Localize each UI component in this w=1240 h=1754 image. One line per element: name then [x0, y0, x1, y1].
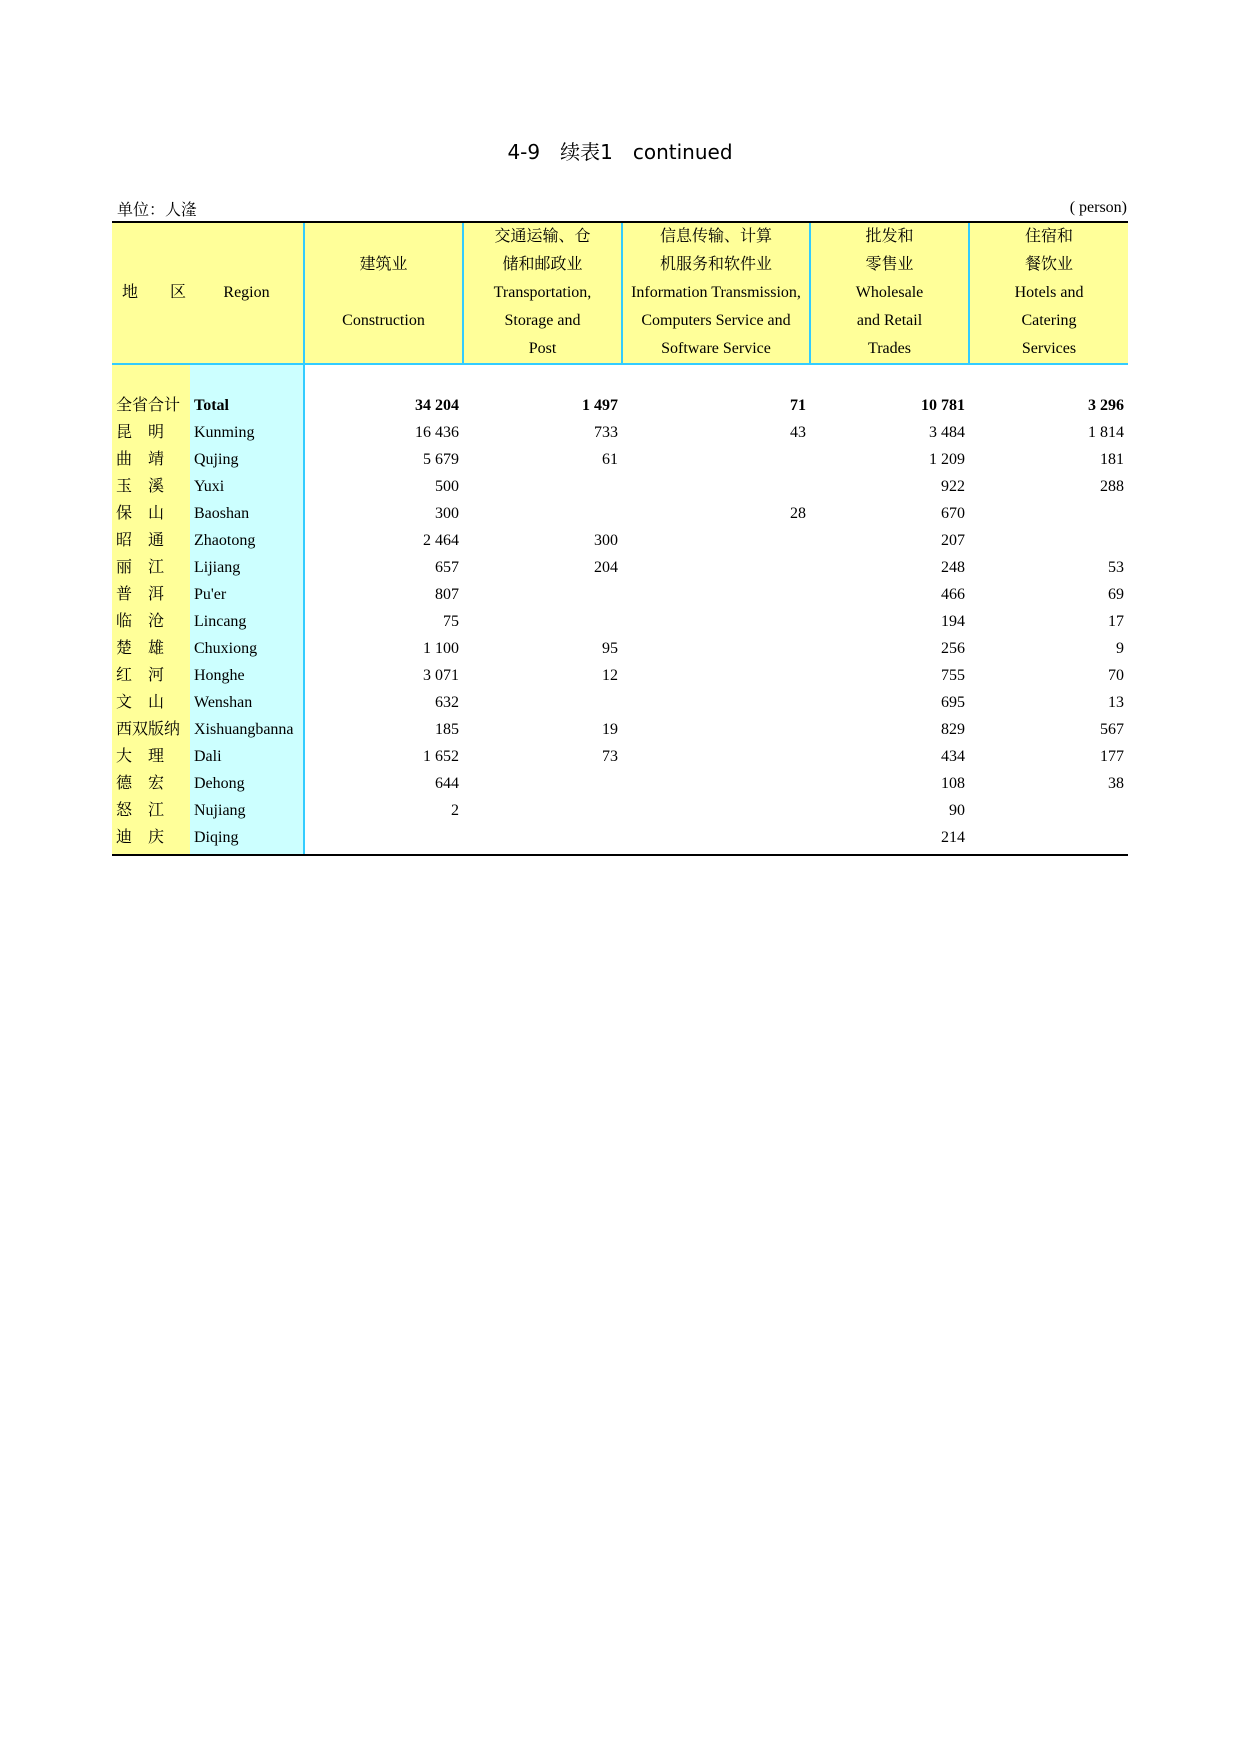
column-header-en: Trades — [868, 340, 911, 357]
value-cell: 38 — [1108, 775, 1124, 792]
value-cell: 695 — [941, 694, 965, 711]
value-cell — [622, 662, 810, 689]
table-row — [112, 797, 1128, 824]
column-header-information — [622, 222, 810, 364]
region-name-en: Dehong — [190, 770, 304, 797]
region-name-en: Lijiang — [190, 554, 304, 581]
value-cell: 207 — [941, 532, 965, 549]
value-cell — [622, 797, 810, 824]
column-header-transport — [463, 222, 622, 364]
column-header-en: Transportation, — [493, 284, 592, 301]
column-header-en: Software Service — [661, 340, 771, 357]
value-cell — [969, 527, 1128, 554]
value-cell: 829 — [941, 721, 965, 738]
table-title — [0, 136, 1240, 165]
region-name-en: Yuxi — [190, 473, 304, 500]
table-row — [112, 500, 1128, 527]
region-name-cn: 德 宏 — [112, 770, 190, 797]
column-header-wholesale — [810, 222, 969, 364]
value-cell: 194 — [941, 613, 965, 630]
region-name-en: Zhaotong — [190, 527, 304, 554]
value-cell: 733 — [594, 424, 618, 441]
value-cell: 2 — [304, 797, 463, 824]
region-name-cn: 丽 江 — [112, 554, 190, 581]
value-cell: 214 — [810, 824, 969, 855]
region-name-cn: 楚 雄 — [112, 635, 190, 662]
region-name-en: Wenshan — [190, 689, 304, 716]
value-cell — [463, 473, 622, 500]
column-header-cn: 建筑业 — [359, 256, 408, 273]
value-cell: 567 — [1100, 721, 1124, 738]
table-row — [112, 824, 1128, 855]
region-name-en: Pu'er — [190, 581, 304, 608]
value-cell: 657 — [304, 554, 463, 581]
region-name-cn: 怒 江 — [112, 797, 190, 824]
region-name-cn: 普 洱 — [112, 581, 190, 608]
column-header-cn: 机服务和软件业 — [659, 256, 772, 273]
value-cell: 12 — [602, 667, 618, 684]
value-cell — [463, 797, 622, 824]
region-name-cn: 文 山 — [112, 689, 190, 716]
value-cell — [622, 608, 810, 635]
column-header-en: Wholesale — [855, 284, 924, 301]
value-cell: 185 — [304, 716, 463, 743]
column-header-cn: 储和邮政业 — [502, 256, 583, 273]
column-header-en: Storage and — [504, 312, 581, 329]
value-cell: 16 436 — [304, 419, 463, 446]
column-header-en: Post — [528, 340, 557, 357]
value-cell — [969, 797, 1128, 824]
value-cell: 19 — [602, 721, 618, 738]
value-cell: 3 296 — [1088, 397, 1124, 414]
region-name-cn: 全省合计 — [112, 392, 190, 419]
value-cell — [463, 581, 622, 608]
value-cell: 70 — [1108, 667, 1124, 684]
value-cell: 500 — [304, 473, 463, 500]
value-cell: 1 209 — [929, 451, 965, 468]
column-header-cn: 批发和 — [865, 228, 914, 245]
value-cell — [622, 824, 810, 855]
value-cell — [463, 500, 622, 527]
value-cell: 73 — [602, 748, 618, 765]
column-header-en: Hotels and — [1014, 284, 1084, 301]
value-cell: 10 781 — [921, 397, 965, 414]
value-cell: 17 — [1108, 613, 1124, 630]
region-name-cn: 西双版纳 — [112, 716, 190, 743]
value-cell: 69 — [1108, 586, 1124, 603]
value-cell — [622, 446, 810, 473]
column-header-en: Services — [1021, 340, 1077, 357]
value-cell: 28 — [790, 505, 806, 522]
value-cell: 670 — [941, 505, 965, 522]
value-cell: 181 — [1100, 451, 1124, 468]
region-name-en: Nujiang — [190, 797, 304, 824]
value-cell: 807 — [304, 581, 463, 608]
value-cell: 288 — [1100, 478, 1124, 495]
region-header-en: Region — [190, 222, 304, 364]
value-cell: 248 — [941, 559, 965, 576]
value-cell: 300 — [594, 532, 618, 549]
table-row — [112, 662, 1128, 689]
value-cell — [622, 635, 810, 662]
table-row — [112, 689, 1128, 716]
value-cell — [463, 608, 622, 635]
value-cell: 632 — [304, 689, 463, 716]
value-cell — [969, 824, 1128, 855]
value-cell: 300 — [304, 500, 463, 527]
table-row — [112, 527, 1128, 554]
value-cell — [622, 689, 810, 716]
column-header-cn: 信息传输、计算 — [659, 228, 772, 245]
value-cell: 108 — [941, 775, 965, 792]
value-cell — [622, 527, 810, 554]
unit-label-en: ( person) — [1069, 199, 1127, 216]
region-name-en: Baoshan — [190, 500, 304, 527]
table-row — [112, 446, 1128, 473]
value-cell: 1 814 — [1088, 424, 1124, 441]
column-header-en: Computers Service and — [641, 312, 791, 329]
header-row — [112, 222, 1128, 364]
column-header-cn: 餐饮业 — [1024, 256, 1073, 273]
region-name-cn: 昆 明 — [112, 419, 190, 446]
value-cell: 2 464 — [304, 527, 463, 554]
total-row — [112, 392, 1128, 419]
column-header-en: and Retail — [856, 312, 923, 329]
value-cell: 1 100 — [304, 635, 463, 662]
column-header-cn: 零售业 — [865, 256, 914, 273]
value-cell: 53 — [1108, 559, 1124, 576]
table-row — [112, 419, 1128, 446]
statistics-table — [112, 221, 1128, 856]
value-cell: 3 484 — [929, 424, 965, 441]
value-cell: 13 — [1108, 694, 1124, 711]
value-cell: 1 497 — [582, 397, 618, 414]
value-cell — [463, 770, 622, 797]
table-number: 4-9 — [507, 140, 541, 164]
table-row — [112, 473, 1128, 500]
column-header-en: Information Transmission, — [631, 284, 801, 301]
value-cell: 644 — [304, 770, 463, 797]
value-cell: 9 — [1116, 640, 1124, 657]
region-name-cn: 红 河 — [112, 662, 190, 689]
region-name-en: Lincang — [190, 608, 304, 635]
region-name-en: Total — [190, 392, 304, 419]
value-cell: 5 679 — [304, 446, 463, 473]
column-header-en: Catering — [1021, 312, 1077, 329]
table-title-cn: 续表1 — [560, 140, 613, 164]
value-cell: 755 — [941, 667, 965, 684]
table-row — [112, 743, 1128, 770]
table-row — [112, 770, 1128, 797]
region-name-en: Xishuangbanna — [190, 716, 304, 743]
column-header-en: Construction — [342, 312, 425, 329]
value-cell — [622, 554, 810, 581]
region-name-en: Diqing — [190, 824, 304, 855]
spacer-row — [112, 364, 1128, 392]
table-row — [112, 554, 1128, 581]
column-header-construction — [304, 222, 463, 364]
value-cell: 34 204 — [304, 392, 463, 419]
value-cell — [463, 824, 622, 855]
table-row — [112, 716, 1128, 743]
region-header-cn: 地 区 — [112, 222, 190, 364]
value-cell: 61 — [602, 451, 618, 468]
region-name-cn: 大 理 — [112, 743, 190, 770]
value-cell: 75 — [304, 608, 463, 635]
value-cell — [622, 581, 810, 608]
region-name-en: Honghe — [190, 662, 304, 689]
table-row — [112, 581, 1128, 608]
region-name-cn: 迪 庆 — [112, 824, 190, 855]
region-name-en: Qujing — [190, 446, 304, 473]
value-cell — [622, 473, 810, 500]
table-title-en: continued — [632, 140, 733, 164]
value-cell: 256 — [941, 640, 965, 657]
value-cell: 466 — [941, 586, 965, 603]
value-cell: 1 652 — [304, 743, 463, 770]
region-name-cn: 玉 溪 — [112, 473, 190, 500]
region-name-en: Kunming — [190, 419, 304, 446]
value-cell — [622, 743, 810, 770]
value-cell: 177 — [1100, 748, 1124, 765]
value-cell — [304, 824, 463, 855]
value-cell — [622, 716, 810, 743]
value-cell — [463, 689, 622, 716]
region-name-cn: 保 山 — [112, 500, 190, 527]
table-row — [112, 608, 1128, 635]
column-header-cn: 交通运输、仓 — [494, 228, 591, 245]
unit-label: 单位：人湰 — [117, 202, 198, 219]
table-body — [112, 364, 1128, 855]
region-name-cn: 昭 通 — [112, 527, 190, 554]
value-cell: 95 — [602, 640, 618, 657]
region-name-cn: 曲 靖 — [112, 446, 190, 473]
region-name-cn: 临 沧 — [112, 608, 190, 635]
value-cell: 434 — [941, 748, 965, 765]
value-cell: 3 071 — [304, 662, 463, 689]
value-cell — [622, 770, 810, 797]
column-header-cn: 住宿和 — [1024, 228, 1073, 245]
value-cell: 90 — [949, 802, 965, 819]
region-name-en: Dali — [190, 743, 304, 770]
value-cell: 71 — [790, 397, 806, 414]
value-cell: 204 — [594, 559, 618, 576]
table-row — [112, 635, 1128, 662]
column-header-hotels — [969, 222, 1128, 364]
value-cell: 922 — [941, 478, 965, 495]
value-cell — [969, 500, 1128, 527]
region-name-en: Chuxiong — [190, 635, 304, 662]
value-cell: 43 — [790, 424, 806, 441]
